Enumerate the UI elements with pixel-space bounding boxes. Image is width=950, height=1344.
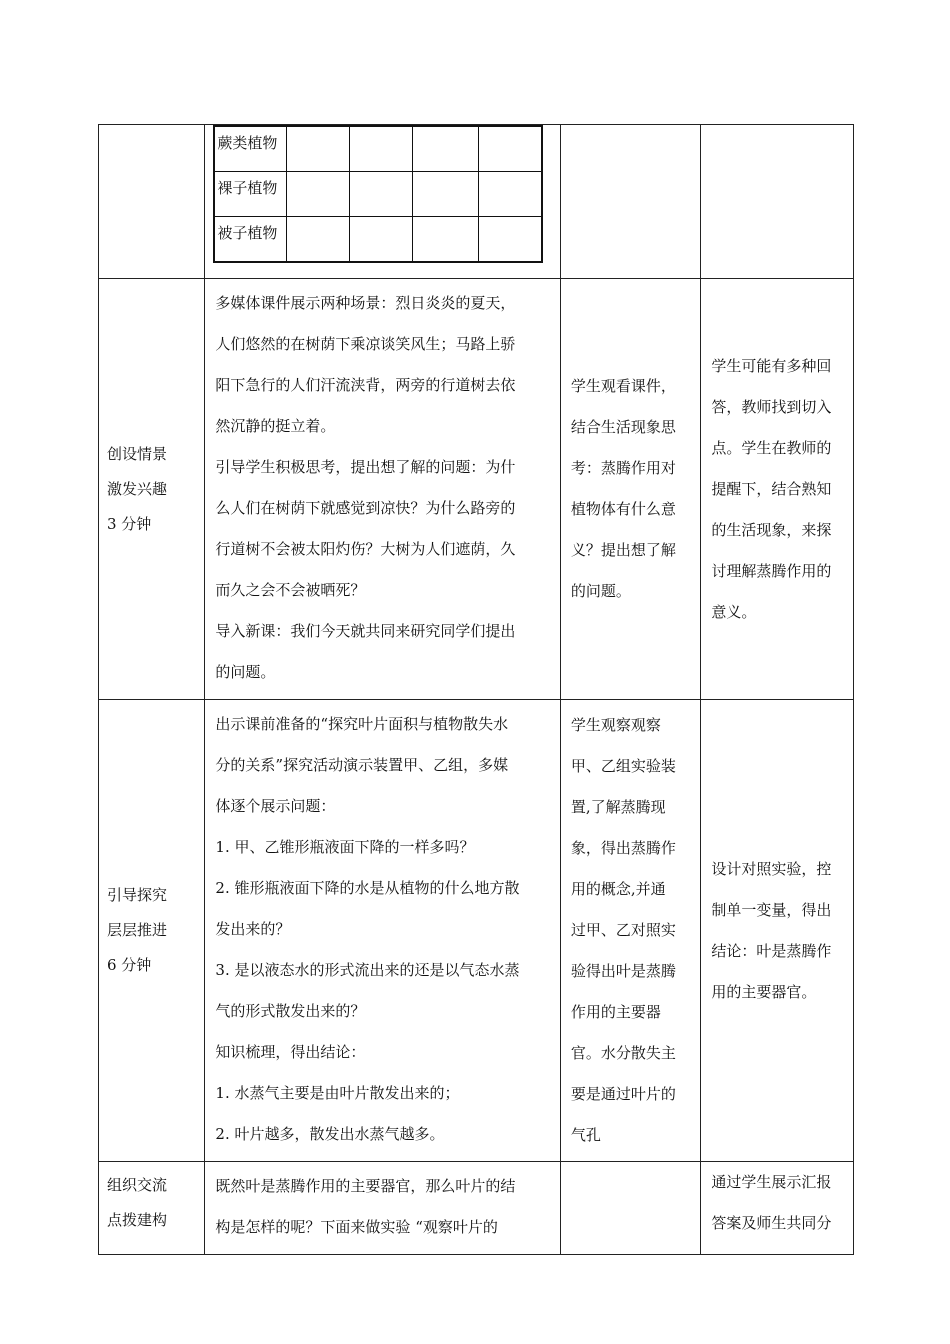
text-line: 作用的主要器: [570, 1003, 661, 1021]
text-line: 象，得出蒸腾作: [570, 839, 676, 857]
design-intent-cell: [701, 700, 854, 1162]
text-line: 创设情景: [107, 444, 168, 463]
text-line: 而久之会不会被晒死？: [215, 581, 366, 599]
stage-cell: [99, 279, 205, 700]
text-line: 设计对照实验，控: [711, 859, 832, 878]
text-line: 用的概念,并通: [570, 880, 666, 898]
student-cell-empty: [560, 125, 701, 279]
stage-cell: [99, 700, 205, 1162]
text-line: 官。水分散失主: [570, 1044, 676, 1062]
text-line: 制单一变量，得出: [711, 900, 832, 919]
text-line: 1. 甲、乙锥形瓶液面下降的一样多吗？: [215, 838, 475, 856]
row-section-3: [99, 1162, 854, 1255]
text-line: 激发兴趣: [107, 479, 168, 498]
text-line: 考：蒸腾作用对: [570, 459, 676, 477]
text-line: 结论：叶是蒸腾作: [711, 941, 832, 960]
text-line: 么人们在树荫下就感觉到凉快？为什么路旁的: [215, 499, 516, 517]
text-line: 的问题。: [570, 582, 631, 600]
student-activity-cell: [560, 1162, 701, 1255]
text-line: 学生可能有多种回: [711, 356, 832, 375]
text-line: 置,了解蒸腾现: [570, 798, 666, 816]
text-line: 的问题。: [215, 663, 276, 681]
text-line: 植物体有什么意: [570, 500, 676, 518]
text-line: 通过学生展示汇报: [711, 1173, 832, 1191]
table-row: [214, 217, 542, 263]
text-line: 甲、乙组实验装: [570, 757, 676, 775]
text-line: 行道树不会被太阳灼伤？大树为人们遮荫，久: [215, 540, 516, 558]
teacher-activity-cell: [205, 1162, 560, 1255]
text-line: 出示课前准备的“探究叶片面积与植物散失水: [215, 715, 509, 733]
text-line: 多媒体课件展示两种场景：烈日炎炎的夏天，: [215, 294, 516, 312]
text-line: 意义。: [711, 602, 757, 621]
text-line: 用的主要器官。: [711, 982, 817, 1001]
design-intent-cell: [701, 279, 854, 700]
teacher-activity-cell: [205, 279, 560, 700]
text-line: 知识梳理，得出结论：: [215, 1043, 366, 1061]
text-line: 点拨建构: [107, 1211, 168, 1229]
text-line: 的生活现象，来探: [711, 520, 832, 539]
text-line: 引导学生积极思考，提出想了解的问题：为什: [215, 458, 516, 476]
text-line: 3. 是以液态水的形式流出来的还是以气态水蒸: [215, 961, 520, 979]
text-line: 提醒下，结合熟知: [711, 479, 832, 498]
intent-cell-empty: [701, 125, 854, 279]
text-line: 1. 水蒸气主要是由叶片散发出来的；: [215, 1084, 460, 1102]
text-line: 组织交流: [107, 1176, 168, 1194]
text-line: 气的形式散发出来的？: [215, 1002, 366, 1020]
text-line: 学生观察观察: [570, 716, 661, 734]
text-line: 讨理解蒸腾作用的: [711, 561, 832, 580]
design-intent-cell: [701, 1162, 854, 1255]
text-line: 要是通过叶片的: [570, 1085, 676, 1103]
text-line: 引导探究: [107, 886, 168, 904]
student-activity-cell: [560, 279, 701, 700]
text-line: 体逐个展示问题：: [215, 797, 336, 815]
stage-cell: [99, 1162, 205, 1255]
text-line: 结合生活现象思: [570, 418, 676, 436]
text-line: 分的关系”探究活动演示装置甲、乙组，多媒: [215, 756, 509, 774]
row-label: 被子植物: [214, 217, 286, 263]
row-section-2: [99, 700, 854, 1162]
text-line: 过甲、乙对照实: [570, 921, 676, 939]
text-line: 6 分钟: [107, 956, 152, 974]
classification-cell: [205, 125, 560, 279]
table-row: [214, 126, 542, 172]
text-line: 义？提出想了解: [570, 541, 676, 559]
text-line: 3 分钟: [107, 514, 152, 533]
text-line: 既然叶是蒸腾作用的主要器官，那么叶片的结: [215, 1177, 516, 1195]
text-line: 答案及师生共同分: [711, 1214, 832, 1232]
text-line: 气孔: [570, 1126, 601, 1144]
text-line: 2. 锥形瓶液面下降的水是从植物的什么地方散: [215, 879, 520, 897]
text-line: 构是怎样的呢？下面来做实验 “观察叶片的: [215, 1218, 498, 1236]
row-label: 裸子植物: [214, 172, 286, 217]
text-line: 2. 叶片越多，散发出水蒸气越多。: [215, 1125, 445, 1143]
row-classification: [99, 125, 854, 279]
plant-classification-table: [213, 125, 543, 263]
teacher-activity-cell: [205, 700, 560, 1162]
table-row: [214, 172, 542, 217]
student-activity-cell: [560, 700, 701, 1162]
row-label: 蕨类植物: [214, 126, 286, 172]
row-section-1: [99, 279, 854, 700]
text-line: 阳下急行的人们汗流浃背，两旁的行道树去依: [215, 376, 516, 394]
lesson-plan-table: [98, 124, 854, 1255]
text-line: 点。学生在教师的: [711, 438, 832, 457]
text-line: 发出来的？: [215, 920, 291, 938]
text-line: 学生观看课件，: [570, 377, 676, 395]
text-line: 答，教师找到切入: [711, 397, 832, 416]
text-line: 人们悠然的在树荫下乘凉谈笑风生；马路上骄: [215, 335, 516, 353]
text-line: 验得出叶是蒸腾: [570, 962, 676, 980]
text-line: 然沉静的挺立着。: [215, 417, 336, 435]
text-line: 导入新课：我们今天就共同来研究同学们提出: [215, 622, 516, 640]
stage-cell-empty: [99, 125, 205, 279]
text-line: 层层推进: [107, 921, 168, 939]
